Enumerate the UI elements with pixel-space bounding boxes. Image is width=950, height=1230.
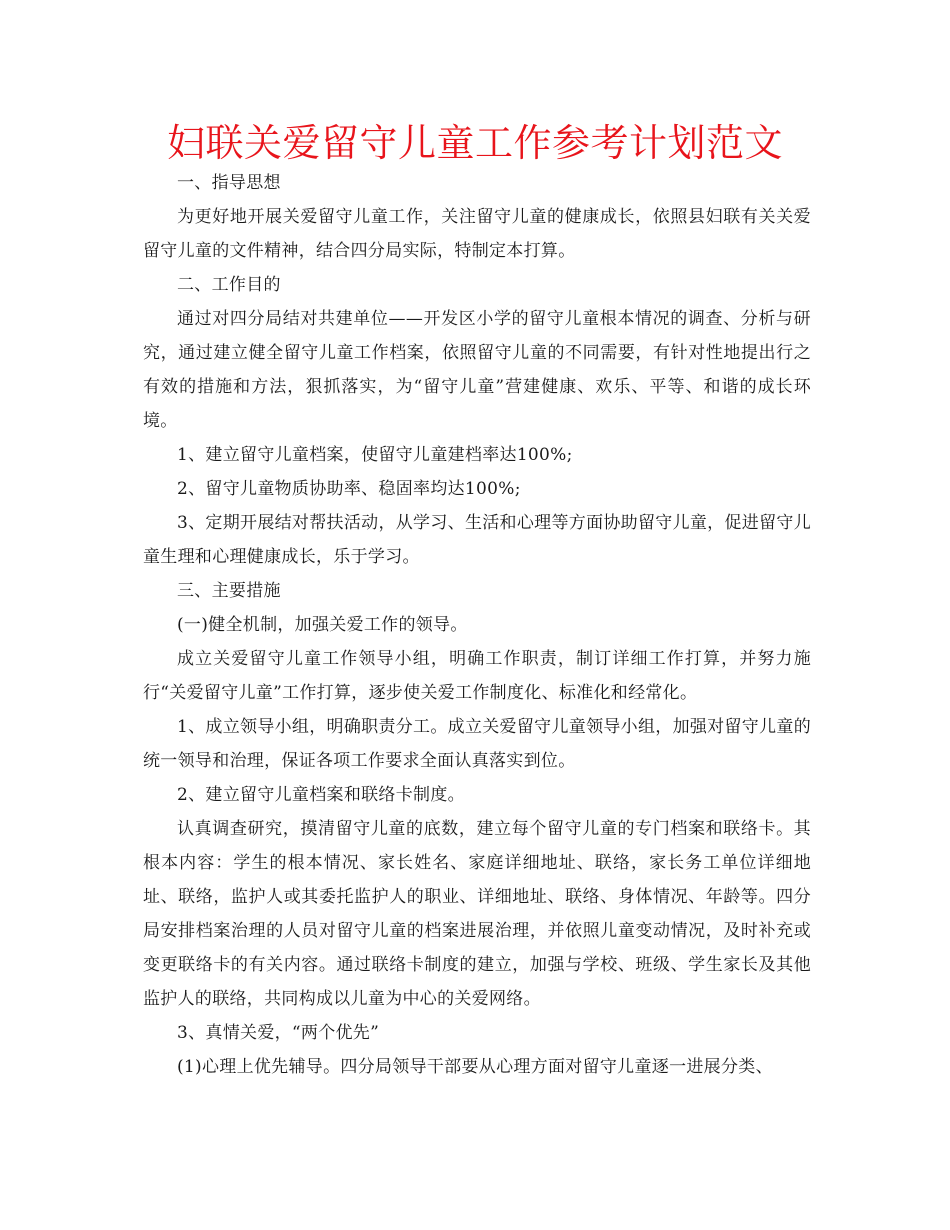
paragraph: 成立关爱留守儿童工作领导小组，明确工作职责，制订详细工作打算，并努力施行“关爱留守儿童”工作打算，逐步使关爱工作制度化、标准化和经常化。: [143, 649, 811, 703]
list-item: 2、留守儿童物质协助率、稳固率均达100%;: [177, 479, 521, 499]
section-heading-work-goals: 二、工作目的: [177, 275, 281, 295]
list-item: 1、成立领导小组，明确职责分工。成立关爱留守儿童领导小组，加强对留守儿童的统一领导和治理，保证各项工作要求全面认真落实到位。: [143, 717, 811, 771]
list-item: 2、建立留守儿童档案和联络卡制度。: [177, 785, 465, 805]
document-title: 妇联关爱留守儿童工作参考计划范文: [166, 121, 783, 165]
subsection-heading: (一)健全机制，加强关爱工作的领导。: [177, 615, 468, 635]
list-item: (1)心理上优先辅导。四分局领导干部要从心理方面对留守儿童逐一进展分类、: [177, 1057, 773, 1077]
list-item: 1、建立留守儿童档案，使留守儿童建档率达100%;: [177, 445, 573, 465]
section-heading-main-measures: 三、主要措施: [177, 581, 281, 601]
paragraph: 为更好地开展关爱留守儿童工作，关注留守儿童的健康成长，依照县妇联有关关爱留守儿童的文件精神，结合四分局实际，特制定本打算。: [143, 207, 811, 261]
document-body: [143, 166, 811, 1084]
paragraph: 通过对四分局结对共建单位——开发区小学的留守儿童根本情况的调查、分析与研究，通过建立健全留守儿童工作档案，依照留守儿童的不同需要，有针对性地提出行之有效的措施和方法，狠抓落实，为“留守儿童”营建健康、欢乐、平等、和谐的成长环境。: [143, 309, 811, 431]
section-heading-guiding-thought: 一、指导思想: [177, 173, 281, 193]
paragraph: 认真调查研究，摸清留守儿童的底数，建立每个留守儿童的专门档案和联络卡。其根本内容：学生的根本情况、家长姓名、家庭详细地址、联络，家长务工单位详细地址、联络，监护人或其委托监护人的职业、详细地址、联络、身体情况、年龄等。四分局安排档案治理的人员对留守儿童的档案进展治理，并依照儿童变动情况，及时补充或变更联络卡的有关内容。通过联络卡制度的建立，加强与学校、班级、学生家长及其他监护人的联络，共同构成以儿童为中心的关爱网络。: [143, 819, 811, 1009]
list-item: 3、定期开展结对帮扶活动，从学习、生活和心理等方面协助留守儿童，促进留守儿童生理和心理健康成长，乐于学习。: [143, 513, 811, 567]
list-item: 3、真情关爱，“两个优先”: [177, 1023, 380, 1043]
